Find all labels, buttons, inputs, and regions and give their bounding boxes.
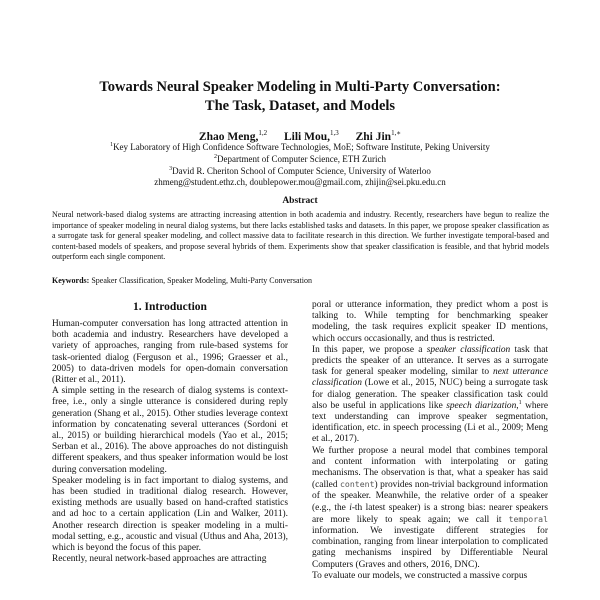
paragraph: Speaker modeling is in fact important to dialog systems, and has been studied in traditional dialog research. However, existing methods are usually based on hand-crafted statistics and ad hoc to a certain application (Lin and Walker, 2011). Another research direction is speaker modeling in a multi-modal setting, e.g., acoustic and visual (Uthus and Aha, 2013), which is beyond the focus of this paper.: [52, 475, 288, 554]
keywords: [52, 276, 549, 286]
section-heading-introduction: 1. Introduction: [133, 301, 207, 313]
right-column: [312, 300, 548, 582]
footnote-mark[interactable]: 1: [518, 399, 522, 406]
code-term: temporal: [508, 513, 548, 524]
paragraph: To evaluate our models, we constructed a massive corpus: [312, 570, 528, 581]
author-affiliation-mark: 1,2: [258, 129, 268, 137]
paper-title-line-2: The Task, Dataset, and Models: [204, 98, 396, 114]
paragraph: In this paper, we propose a speaker classification task that predicts the speaker of an utterance. It serves as a surrogate task for general speaker modeling, similar to next utterance classification (Lowe et al., 2015, NUC) being a surrogate task for dialog generation. The speaker classification task could also be useful in applications like speech diarization,$^1$ where text understanding can improve speaker segmentation, identification, etc. in speech processing (Li et al., 2009; Meng et al., 2017).: [312, 344, 548, 445]
code-term: content: [340, 479, 375, 490]
left-column: [52, 319, 288, 565]
author-name: Lili Mou,: [283, 130, 330, 143]
paragraph: poral or utterance information, they predict whom a post is talking to. While tempting for benchmarking speaker modeling, the task requires explicit speaker ID mentions, which occurs occasionally, and thus is restricted.: [312, 300, 548, 344]
paragraph: Recently, neural network-based approaches are attracting: [52, 554, 267, 565]
paragraph: A simple setting in the research of dialog systems is context-free, i.e., only a single utterance is considered during reply generation (Shang et al., 2015). Other studies leverage context information by concatenating several utterances (Sordoni et al., 2015) or building hierarchical models (Yao et al., 2015; Serban et al., 2016). The above approaches do not distinguish different speakers, and thus speaker information would be lost during conversation modeling.: [52, 386, 288, 475]
author-affiliation-mark: 1,∗: [391, 129, 402, 137]
keywords-text: Speaker Classification, Speaker Modeling, Multi-Party Conversation: [91, 276, 312, 285]
affiliation: $^1$Key Laboratory of High Confidence Software Technologies, MoE; Software Institute, Peking University: [110, 142, 490, 152]
paper-title-line-1: Towards Neural Speaker Modeling in Multi-Party Conversation:: [99, 79, 501, 95]
author-name: Zhi Jin: [355, 130, 392, 143]
paragraph: We further propose a neural model that combines temporal and content information with interpolating or gating mechanisms. The observation is that, what a speaker has said (called content) provides non-trivial background information of the speaker. Meanwhile, the relative order of a speaker (e.g., the i-th latest speaker) is a strong bias: nearer speakers are more likely to speak again; we call it temporal information. We investigate different strategies for combination, ranging from linear interpolation to complicated gating mechanisms inspired by Differentiable Neural Computers (Graves and others, 2016, DNC).: [312, 445, 548, 570]
affiliation: $^3$David R. Cheriton School of Computer Science, University of Waterloo: [169, 166, 431, 176]
author-affiliation-mark: 1,3: [329, 129, 339, 137]
paragraph: Human-computer conversation has long attracted attention in both academia and industry. Researchers have developed a variety of approaches, ranging from rule-based systems for task-oriented dialog (Ferguson et al., 1996; Graesser et al., 2005) to data-driven models for open-domain conversation (Ritter et al., 2011).: [52, 319, 288, 386]
abstract-heading: Abstract: [282, 196, 318, 206]
author-name: Zhao Meng,: [198, 130, 259, 143]
affiliation: $^2$Department of Computer Science, ETH Zurich: [214, 154, 386, 164]
author-emails: zhmeng@student.ethz.ch, doublepower.mou@gmail.com, zhijin@sei.pku.edu.cn: [154, 177, 446, 187]
abstract-text: Neural network-based dialog systems are attracting increasing attention in both academia and industry. Recently, researchers have begun to realize the importance of speaker modeling in neural dialog systems, but there lacks established tasks and datasets. In this paper, we propose speaker classification as a surrogate task for general speaker modeling, and collect massive data to facilitate research in this direction. We further investigate temporal-based and content-based models of speakers, and propose several hybrids of them. Experiments show that speaker classification is feasible, and that hybrid models outperform each single component.: [52, 210, 549, 262]
keywords-label: Keywords:: [52, 276, 90, 285]
